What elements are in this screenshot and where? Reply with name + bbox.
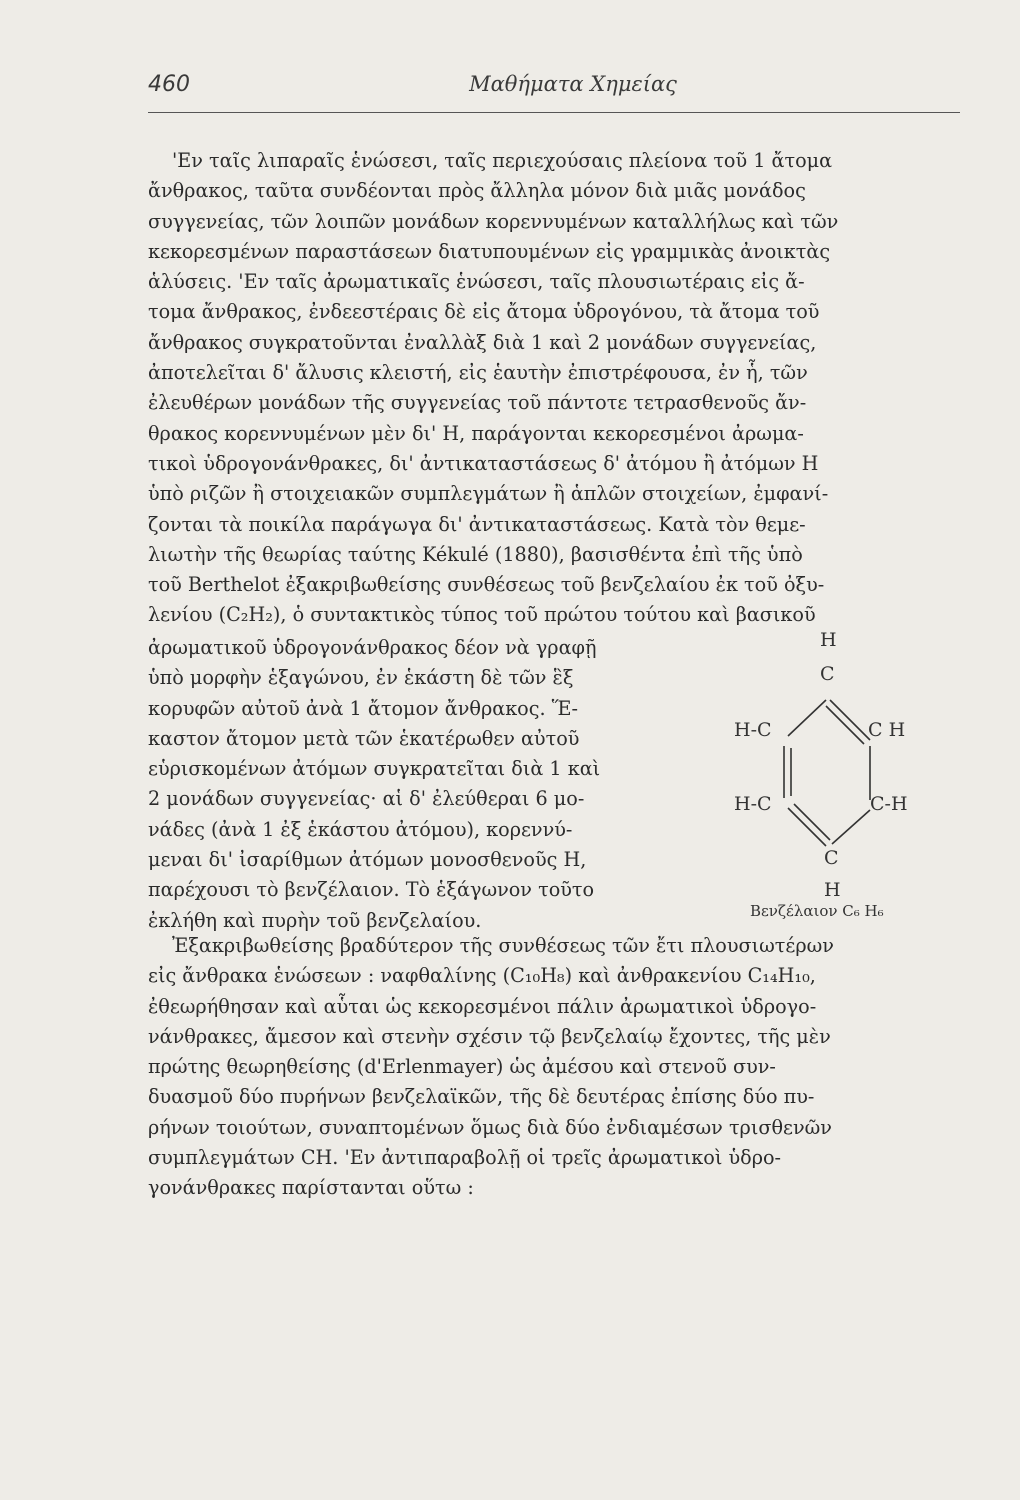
atom-label: C: [824, 847, 839, 869]
text-line: νάδες (ἀνὰ 1 ἐξ ἑκάστου ἀτόμου), κορεννύ-: [148, 817, 573, 841]
text-line: ἐθεωρήθησαν καὶ αὗται ὡς κεκορεσμένοι πάλιν ἀρωματικοὶ ὑδρογο-: [148, 994, 817, 1018]
text-line: γονάνθρακες παρίστανται οὕτω :: [148, 1176, 474, 1200]
benzene-structure-figure: [720, 630, 970, 930]
bond-line: [794, 804, 830, 840]
header-rule: [148, 112, 960, 113]
atom-label: H-C: [734, 719, 772, 741]
text-line: καστον ἄτομον μετὰ τῶν ἑκατέρωθεν αὐτοῦ: [148, 726, 580, 750]
text-line: τικοὶ ὑδρογονάνθρακες, δι' ἀντικαταστάσεως δ' ἀτόμου ἢ ἀτόμων Η: [148, 451, 819, 475]
text-line: μεναι δι' ἰσαρίθμων ἀτόμων μονοσθενοῦς Η,: [148, 848, 587, 872]
text-line: ἐκλήθη καὶ πυρὴν τοῦ βενζελαίου.: [148, 908, 482, 932]
text-line: ὑπὸ μορφὴν ἑξαγώνου, ἐν ἑκάστη δὲ τῶν ἓξ: [148, 666, 574, 690]
paragraph-benzene-hexagon: [148, 633, 698, 936]
text-line: ζονται τὰ ποικίλα παράγωγα δι' ἀντικαταστάσεως. Κατὰ τὸν θεμε-: [148, 512, 806, 536]
text-line: ὑπὸ ριζῶν ἢ στοιχειακῶν συμπλεγμάτων ἢ ἁπλῶν στοιχείων, ἐμφανί-: [148, 482, 829, 506]
text-line: 2 μονάδων συγγενείας· αἱ δ' ἐλεύθεραι 6 μο-: [148, 787, 585, 811]
atom-label: H: [824, 879, 841, 901]
text-line: 'Εν ταῖς λιπαραῖς ἑνώσεσι, ταῖς περιεχούσαις πλείονα τοῦ 1 ἄτομα: [172, 149, 833, 172]
figure-caption: Βενζέλαιον C₆ H₆: [750, 902, 884, 920]
text-line: δυασμοῦ δύο πυρήνων βενζελαϊκῶν, τῆς δὲ δευτέρας ἐπίσης δύο πυ-: [148, 1085, 815, 1109]
text-line: θρακος κορεννυμένων μὲν δι' Η, παράγονται κεκορεσμένοι ἀρωμα-: [148, 421, 804, 445]
text-line: πρώτης θεωρηθείσης (d'Erlenmayer) ὡς ἀμέσου καὶ στενοῦ συν-: [148, 1055, 776, 1079]
atom-label: H: [820, 629, 837, 651]
text-line: λενίου (C₂H₂), ὁ συντακτικὸς τύπος τοῦ πρώτου τούτου καὶ βασικοῦ: [148, 603, 816, 627]
paragraph-aromatic-compounds: [148, 146, 962, 631]
text-line: συμπλεγμάτων CH. 'Εν ἀντιπαραβολῇ οἱ τρεῖς ἀρωματικοὶ ὑδρο-: [148, 1146, 782, 1170]
bond-line: [788, 808, 826, 846]
text-line: ἄνθρακος, ταῦτα συνδέονται πρὸς ἄλληλα μόνον διὰ μιᾶς μονάδος: [148, 179, 806, 203]
text-line: τοῦ Berthelot ἐξακριβωθείσης συνθέσεως τοῦ βενζελαίου ἐκ τοῦ ὀξυ-: [148, 573, 825, 597]
text-line: ἐλευθέρων μονάδων τῆς συγγενείας τοῦ πάντοτε τετρασθενοῦς ἄν-: [148, 391, 807, 415]
text-line: ἄνθρακος συγκρατοῦνται ἐναλλὰξ διὰ 1 καὶ 2 μονάδων συγγενείας,: [148, 330, 817, 354]
text-line: λιωτὴν τῆς θεωρίας ταύτης Kékulé (1880), βασισθέντα ἐπὶ τῆς ὑπὸ: [148, 542, 803, 566]
atom-label: C-H: [870, 793, 908, 815]
text-line: ἀποτελεῖται δ' ἄλυσις κλειστή, εἰς ἑαυτὴν ἐπιστρέφουσα, ἐν ἧ, τῶν: [148, 361, 808, 385]
text-line: εὑρισκομένων ἀτόμων συγκρατεῖται διὰ 1 καὶ: [148, 757, 601, 781]
text-line: παρέχουσι τὸ βενζέλαιον. Τὸ ἑξάγωνον τοῦτο: [148, 878, 595, 902]
text-line: κεκορεσμένων παραστάσεων διατυπουμένων εἰς γραμμικὰς ἀνοικτὰς: [148, 239, 831, 263]
bond-line: [826, 706, 864, 744]
text-line: νάνθρακες, ἄμεσον καὶ στενὴν σχέσιν τῷ βενζελαίῳ ἔχοντες, τῆς μὲν: [148, 1024, 831, 1048]
text-line: τομα ἄνθρακος, ἐνδεεστέραις δὲ εἰς ἄτομα ὑδρογόνου, τὰ ἄτομα τοῦ: [148, 300, 820, 324]
bond-line: [830, 700, 870, 740]
benzene-ring-diagram: [720, 630, 970, 930]
text-line: κορυφῶν αὐτοῦ ἀνὰ 1 ἄτομον ἄνθρακος. Ἕ-: [148, 696, 579, 720]
text-line: ἁλύσεις. 'Εν ταῖς ἀρωματικαῖς ἑνώσεσι, ταῖς πλουσιωτέραις εἰς ἄ-: [148, 270, 805, 294]
text-line: Ἐξακριβωθείσης βραδύτερον τῆς συνθέσεως τῶν ἔτι πλουσιωτέρων: [172, 934, 834, 957]
atom-label: H-C: [734, 793, 772, 815]
paragraph-naphthalene-anthracene: [148, 931, 962, 1204]
running-title: Μαθήματα Χημείας: [469, 72, 677, 96]
bond-line: [788, 700, 826, 736]
atom-label: C H: [868, 719, 906, 741]
atom-label: C: [820, 663, 835, 685]
text-line: συγγενείας, τῶν λοιπῶν μονάδων κορεννυμένων καταλλήλως καὶ τῶν: [148, 209, 839, 233]
text-line: ἀρωματικοῦ ὑδρογονάνθρακος δέον νὰ γραφῇ: [148, 636, 597, 659]
page-number: 460: [148, 72, 190, 97]
page-header: [148, 72, 960, 112]
bond-line: [832, 810, 870, 844]
text-line: εἰς ἄνθρακα ἑνώσεων : ναφθαλίνης (C₁₀H₈) καὶ ἀνθρακενίου C₁₄H₁₀,: [148, 964, 816, 988]
text-line: ρήνων τοιούτων, συναπτομένων ὅμως διὰ δύο ἐνδιαμέσων τρισθενῶν: [148, 1115, 832, 1139]
